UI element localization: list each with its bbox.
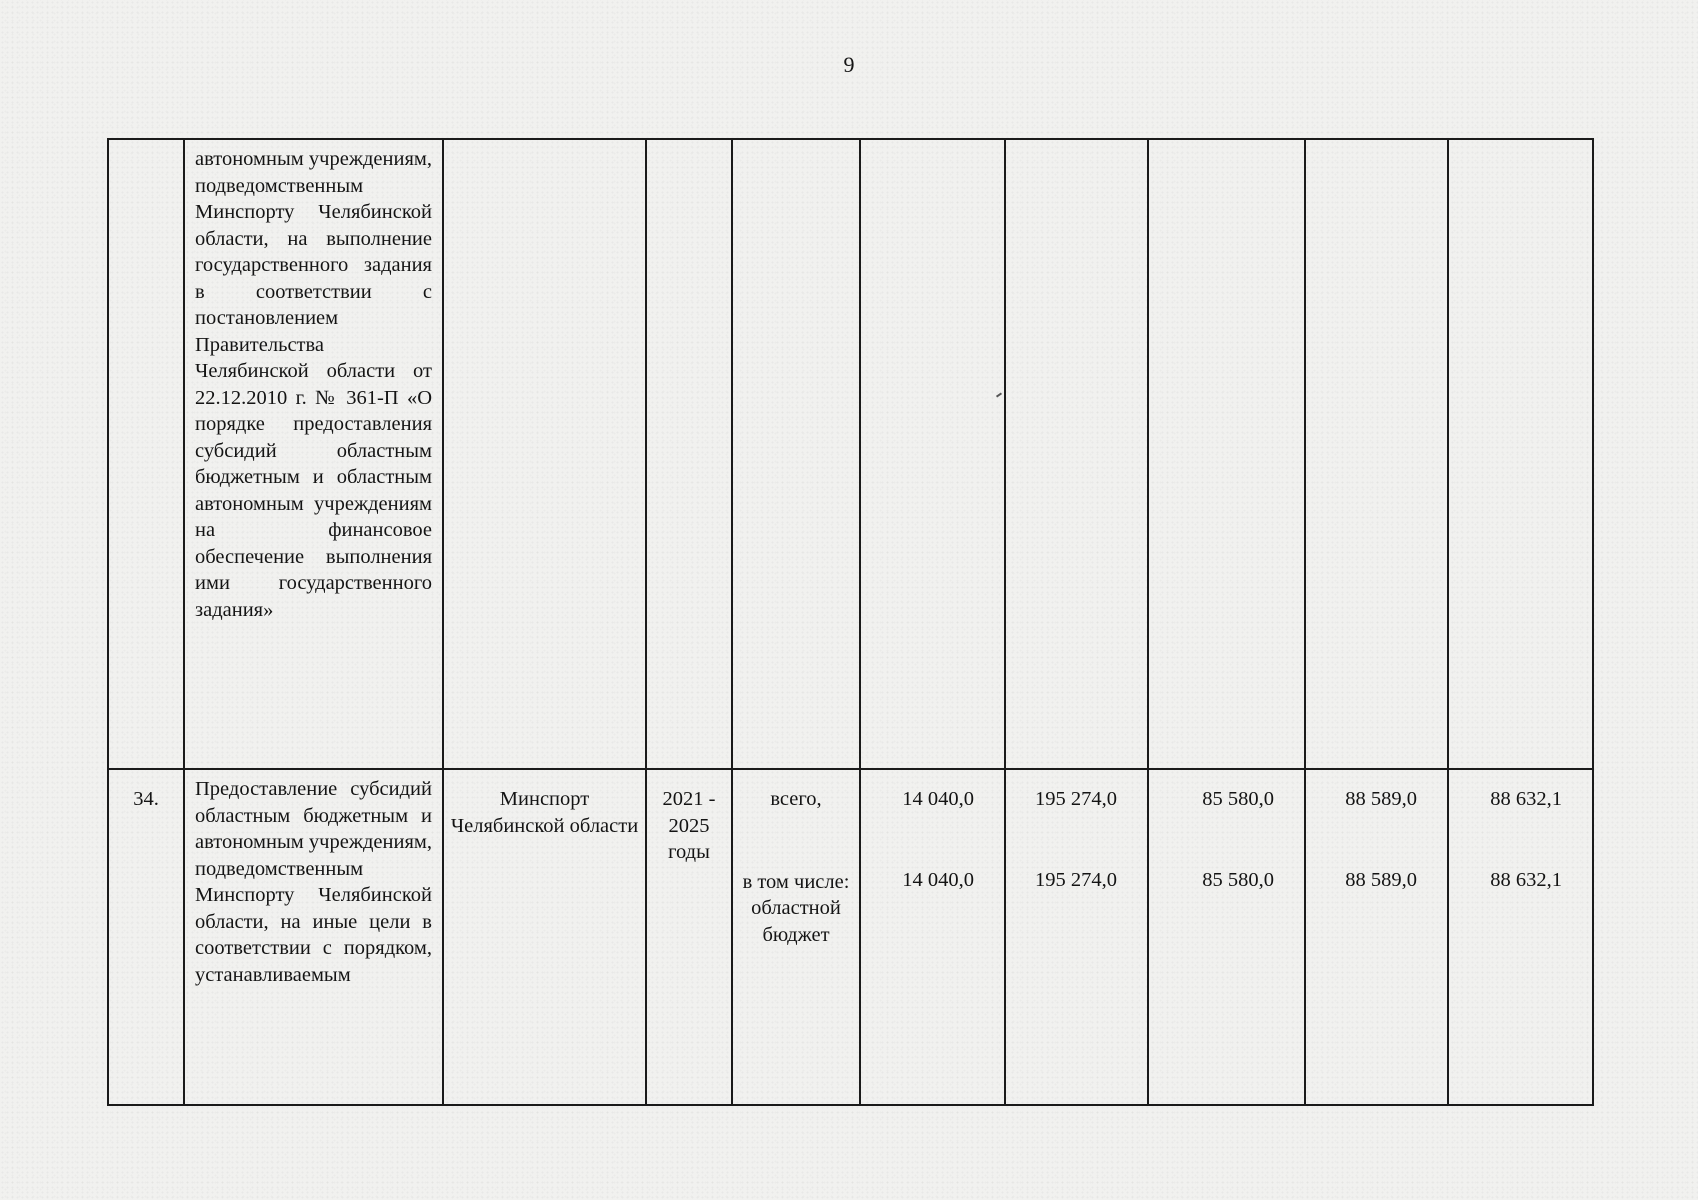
- activity-description-cell: [184, 139, 443, 769]
- row-number-cell: [108, 139, 184, 769]
- page-number: 9: [843, 52, 855, 77]
- value-cell: [1005, 139, 1148, 769]
- activity-description-cell: [184, 769, 443, 1105]
- value-total: 88 632,1: [1490, 788, 1562, 810]
- value-cell: [860, 769, 1005, 1105]
- funding-source-cell: [732, 769, 860, 1105]
- value-total: 195 274,0: [1035, 788, 1117, 810]
- funding-source-cell: [732, 139, 860, 769]
- value-cell: [1148, 769, 1305, 1105]
- program-activities-table: [107, 138, 1594, 1106]
- funding-source-sub: в том числе: областной бюджет: [742, 870, 850, 946]
- executor-cell: [443, 139, 646, 769]
- executor-cell: Минспорт Челябинской области: [443, 769, 646, 1105]
- period-cell: [646, 139, 732, 769]
- row-number-cell: 34.: [108, 769, 184, 1105]
- period-cell: 2021 - 2025 годы: [646, 769, 732, 1105]
- value-total: 88 589,0: [1345, 788, 1417, 810]
- value-cell: [1448, 769, 1593, 1105]
- value-cell: [860, 139, 1005, 769]
- value-cell: [1305, 769, 1448, 1105]
- value-sub: 88 589,0: [1345, 868, 1417, 891]
- activity-description: автономным учреждениям, подведомственным Минспорту Челябинской области, на выполнение государственного задания в соответствии с постановлением Правительства Челябинской области от 22.12.2010 г. № 361-П «О порядке предоставления субсидий областным бюджетным и областным автономным учреждениям на финансовое обеспечение выполнения ими государственного задания»: [195, 148, 432, 621]
- activity-description: Предоставление субсидий областным бюджетным и автономным учреждениям, подведомственным Минспорту Челябинской области, на иные цели в соответствии с порядком, устанавливаемым: [195, 778, 432, 986]
- value-cell: [1148, 139, 1305, 769]
- table-row: [108, 139, 1593, 769]
- funding-source-total: всего,: [770, 788, 822, 810]
- value-cell: [1305, 139, 1448, 769]
- table-row: [108, 769, 1593, 1105]
- value-cell: [1448, 139, 1593, 769]
- value-total: 14 040,0: [902, 788, 974, 810]
- value-sub: 14 040,0: [902, 868, 974, 891]
- value-total: 85 580,0: [1202, 788, 1274, 810]
- value-cell: [1005, 769, 1148, 1105]
- value-sub: 195 274,0: [1035, 868, 1117, 891]
- value-sub: 88 632,1: [1490, 868, 1562, 891]
- value-sub: 85 580,0: [1202, 868, 1274, 891]
